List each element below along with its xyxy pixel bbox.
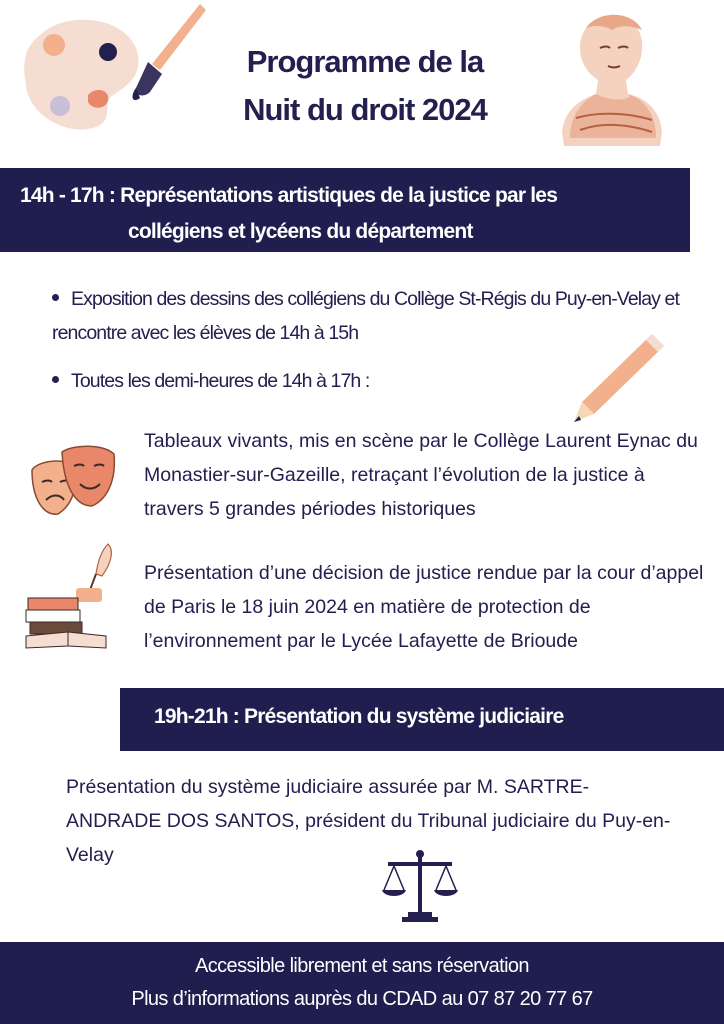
footer-access-text: Accessible librement et sans réservation <box>195 955 529 977</box>
palette-brush-icon <box>10 0 210 135</box>
footer-contact-text: Plus d’informations auprès du CDAD au 07 87 20 77 67 <box>131 988 593 1010</box>
activity-tableaux-vivants: Tableaux vivants, mis en scène par le Collège Laurent Eynac du Monastier-sur-Gazeille, retraçant l’évolution de la justice à travers 5 grandes périodes historiques <box>144 430 698 520</box>
section2-heading: 19h-21h : Présentation du système judiciaire <box>154 705 564 728</box>
bullet-text-1: Exposition des dessins des collégiens du Collège St-Régis du Puy-en-Velay et rencontre avec les élèves de 14h à 15h <box>52 288 679 344</box>
section1-heading-line2: collégiens et lycéens du département <box>128 220 473 243</box>
statue-bust-icon <box>556 8 666 150</box>
scales-of-justice-icon <box>380 848 460 924</box>
section1-header-band <box>0 168 690 252</box>
activity-decision-justice: Présentation d’une décision de justice rendue par la cour d’appel de Paris le 18 juin 2024 en matière de protection de l’environnement par le Lycée Lafayette de Brioude <box>144 562 704 652</box>
books-quill-icon <box>20 540 124 650</box>
section1-heading-line1: 14h - 17h : Représentations artistiques de la justice par les <box>20 184 558 207</box>
bullet-dot <box>52 376 59 383</box>
section2-description: Présentation du système judiciaire assurée par M. SARTRE-ANDRADE DOS SANTOS, président du Tribunal judiciaire du Puy-en-Velay <box>66 776 671 866</box>
bullet-dot <box>52 294 59 301</box>
title-line-1: Programme de la <box>246 44 484 79</box>
footer-band <box>0 942 724 1024</box>
title-line-2: Nuit du droit 2024 <box>243 92 487 127</box>
bullet-item <box>52 370 369 393</box>
bullet-text-2: Toutes les demi-heures de 14h à 17h : <box>71 370 370 392</box>
pencil-icon <box>568 330 668 426</box>
page-title <box>190 38 540 134</box>
section2-header-band <box>120 688 724 751</box>
theatre-masks-icon <box>24 440 124 530</box>
